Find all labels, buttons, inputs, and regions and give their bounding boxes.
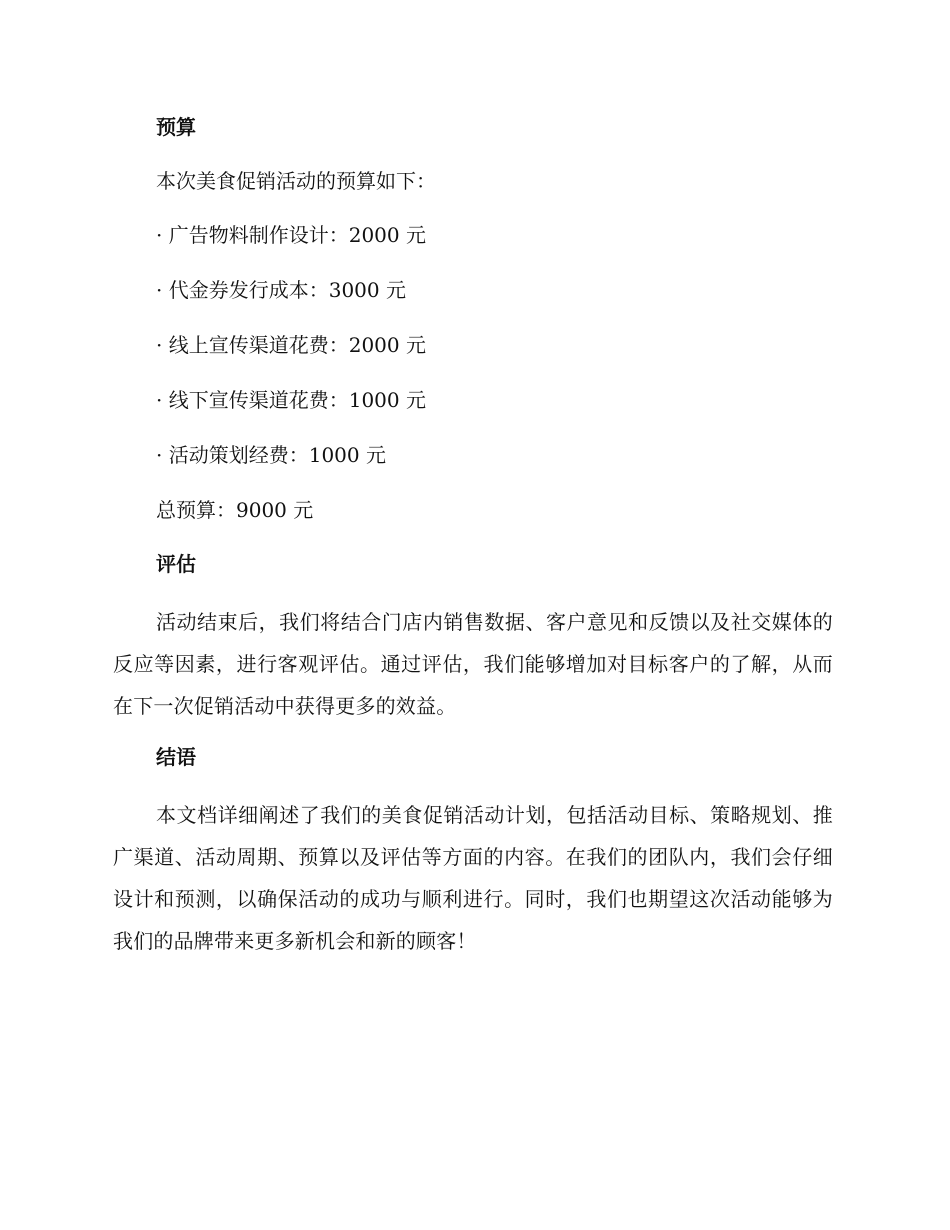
budget-item-vouchers: · 代金券发行成本：3000 元	[156, 278, 406, 302]
budget-item-online-channels: · 线上宣传渠道花费：2000 元	[156, 333, 426, 357]
conclusion-heading: 结语	[156, 745, 196, 769]
budget-intro: 本次美食促销活动的预算如下：	[156, 169, 436, 193]
budget-item-ad-materials: · 广告物料制作设计：2000 元	[156, 223, 426, 247]
evaluation-heading: 评估	[156, 552, 196, 576]
budget-total: 总预算：9000 元	[156, 498, 314, 522]
document-content	[113, 110, 833, 975]
budget-item-offline-channels: · 线下宣传渠道花费：1000 元	[156, 388, 426, 412]
conclusion-body: 本文档详细阐述了我们的美食促销活动计划，包括活动目标、策略规划、推广渠道、活动周期、预算以及评估等方面的内容。在我们的团队内，我们会仔细设计和预测，以确保活动的成功与顺利进行。同时，我们也期望这次活动能够为我们的品牌带来更多新机会和新的顾客！	[113, 803, 833, 953]
budget-item-planning: · 活动策划经费：1000 元	[156, 443, 386, 467]
budget-heading: 预算	[156, 115, 196, 139]
evaluation-body: 活动结束后，我们将结合门店内销售数据、客户意见和反馈以及社交媒体的反应等因素，进行客观评估。通过评估，我们能够增加对目标客户的了解，从而在下一次促销活动中获得更多的效益。	[113, 610, 833, 718]
